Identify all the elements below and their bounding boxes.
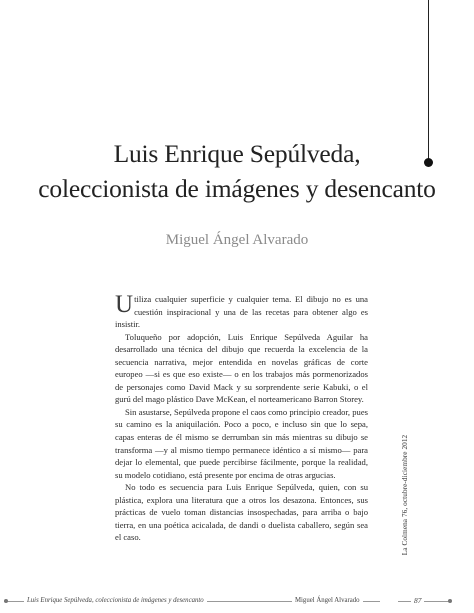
author-byline: Miguel Ángel Alvarado — [165, 232, 309, 248]
side-issue-text: La Colmena 76, octubre-diciembre 2012 — [401, 434, 409, 556]
side-issue-label — [398, 395, 412, 595]
footer-article-title: Luis Enrique Sepúlveda, coleccionista de imágenes y desencanto — [24, 595, 207, 607]
article-title — [30, 136, 444, 206]
title-line-1: Luis Enrique Sepúlveda, — [113, 139, 361, 168]
title-line-2: coleccionista de imágenes y desencanto — [38, 174, 436, 203]
paragraph-2: Toluqueño por adopción, Luis Enrique Sepúlveda Aguilar ha desarrollado una técnica del dibujo que recuerda la excelencia de la secuencia narrativa, mejor entendida en novelas gráficas de corte europeo —si es que eso existe— o en los trabajos más pormenorizados de personajes como David Mack y su sorprendente serie Kabuki, o el gurú del mago plástico Dave McKean, el norteamericano Barron Storey. — [115, 331, 368, 405]
footer-right-dot — [448, 599, 452, 603]
paragraph-4: No todo es secuencia para Luis Enrique Sepúlveda, quien, con su plástica, explora una literatura que a otros los desazona. Entonces, sus prácticas de vuelo toman distancias insospechadas, para arriba o bajo tierra, en una poética acicalada, de dandi o duelista caballero, según sea el caso. — [115, 482, 368, 543]
paragraph-1 — [115, 293, 368, 331]
page-number: 87 — [411, 595, 424, 607]
footer-left-dot — [4, 599, 8, 603]
page-footer — [0, 595, 474, 609]
paragraph-3: Sin asustarse, Sepúlveda propone el caos como principio creador, pues su camino es la aniquilación. Poco a poco, e incluso sin que lo sepa, capas enteras de él mismo se derrumban sin más mientras su dibujo se transforma —y al mismo tiempo permanece idéntico a sí mismo— para dejar lo elemental, que puede percibirse fácilmente, porque la realidad, su modelo cotidiano, está presente por encima de otras argucias. — [115, 406, 368, 480]
footer-author: Miguel Ángel Alvarado — [292, 595, 363, 607]
paragraph-1-text: tiliza cualquier superficie y cualquier tema. El dibujo no es una cuestión inspiracional y una de las recetas para obtener algo es insistir. — [115, 294, 368, 330]
drop-cap: U — [115, 291, 134, 318]
article-body — [115, 293, 368, 544]
